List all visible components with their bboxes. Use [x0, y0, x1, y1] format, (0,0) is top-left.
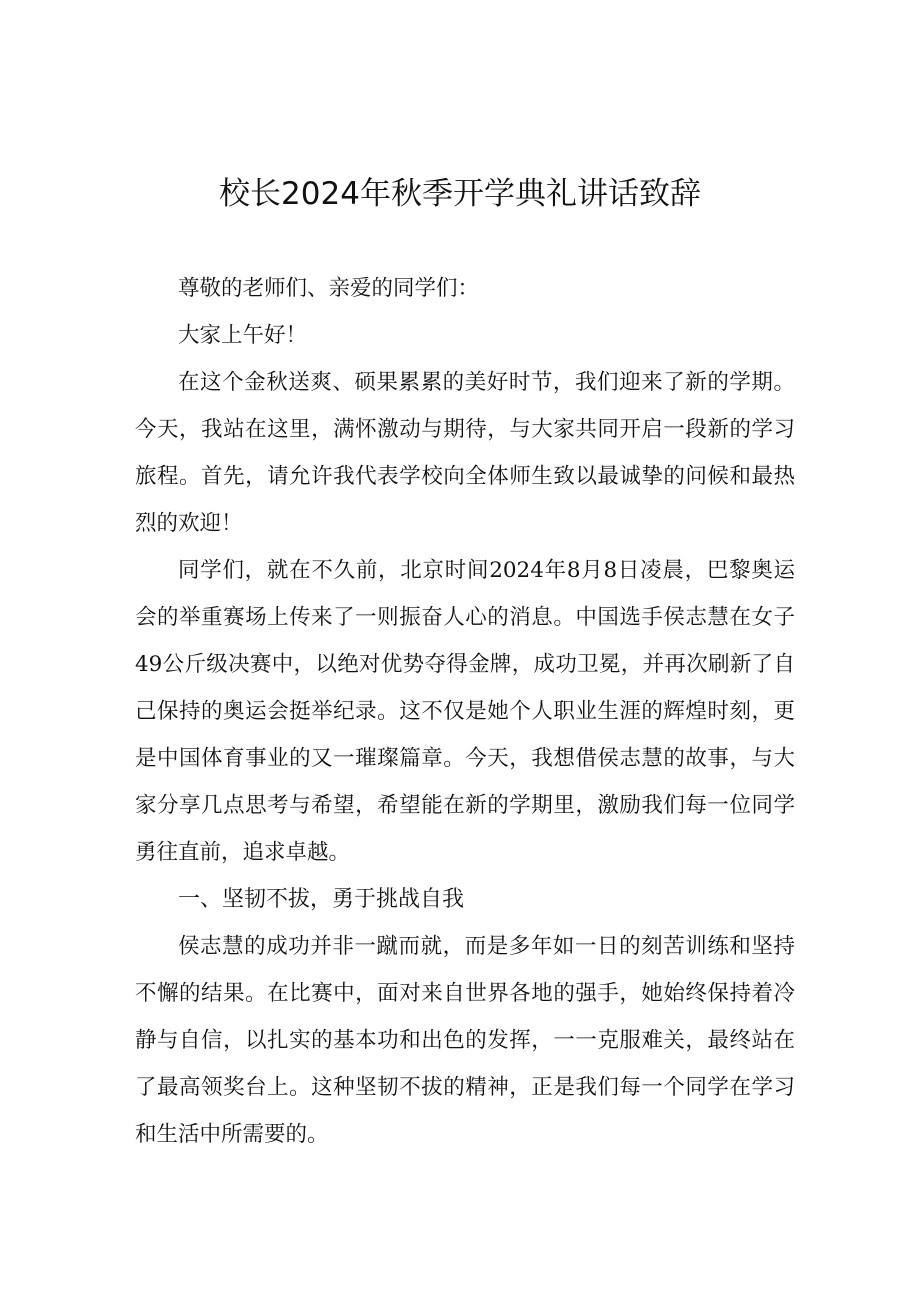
section-heading: 一、坚韧不拔，勇于挑战自我 [178, 887, 465, 912]
paragraph-section-one: 侯志慧的成功并非一蹴而就，而是多年如一日的刻苦训练和坚持不懈的结果。在比赛中，面对来自世界各地的强手，她始终保持着冷静与自信，以扎实的基本功和出色的发挥，一一克服难关，最终站在了最高领奖台上。这种坚韧不拔的精神，正是我们每一个同学在学习和生活中所需要的。 [135, 934, 795, 1147]
paragraph-olympics: 同学们，就在不久前，北京时间2024年8月8日凌晨，巴黎奥运会的举重赛场上传来了一则振奋人心的消息。中国选手侯志慧在女子49公斤级决赛中，以绝对优势夺得金牌，成功卫冕，并再次刷新了自己保持的奥运会挺举纪录。这不仅是她个人职业生涯的辉煌时刻，更是中国体育事业的又一璀璨篇章。今天，我想借侯志慧的故事，与大家分享几点思考与希望，希望能在新的学期里，激励我们每一位同学勇往直前，追求卓越。 [135, 558, 795, 865]
greeting: 大家上午好！ [178, 323, 308, 348]
document-body [135, 265, 795, 1158]
paragraph-opening: 在这个金秋送爽、硕果累累的美好时节，我们迎来了新的学期。今天，我站在这里，满怀激动与期待，与大家共同开启一段新的学习旅程。首先，请允许我代表学校向全体师生致以最诚挚的问候和最热烈的欢迎！ [135, 370, 795, 536]
salutation: 尊敬的老师们、亲爱的同学们： [178, 276, 480, 301]
document-title: 校长2024年秋季开学典礼讲话致辞 [219, 176, 701, 212]
